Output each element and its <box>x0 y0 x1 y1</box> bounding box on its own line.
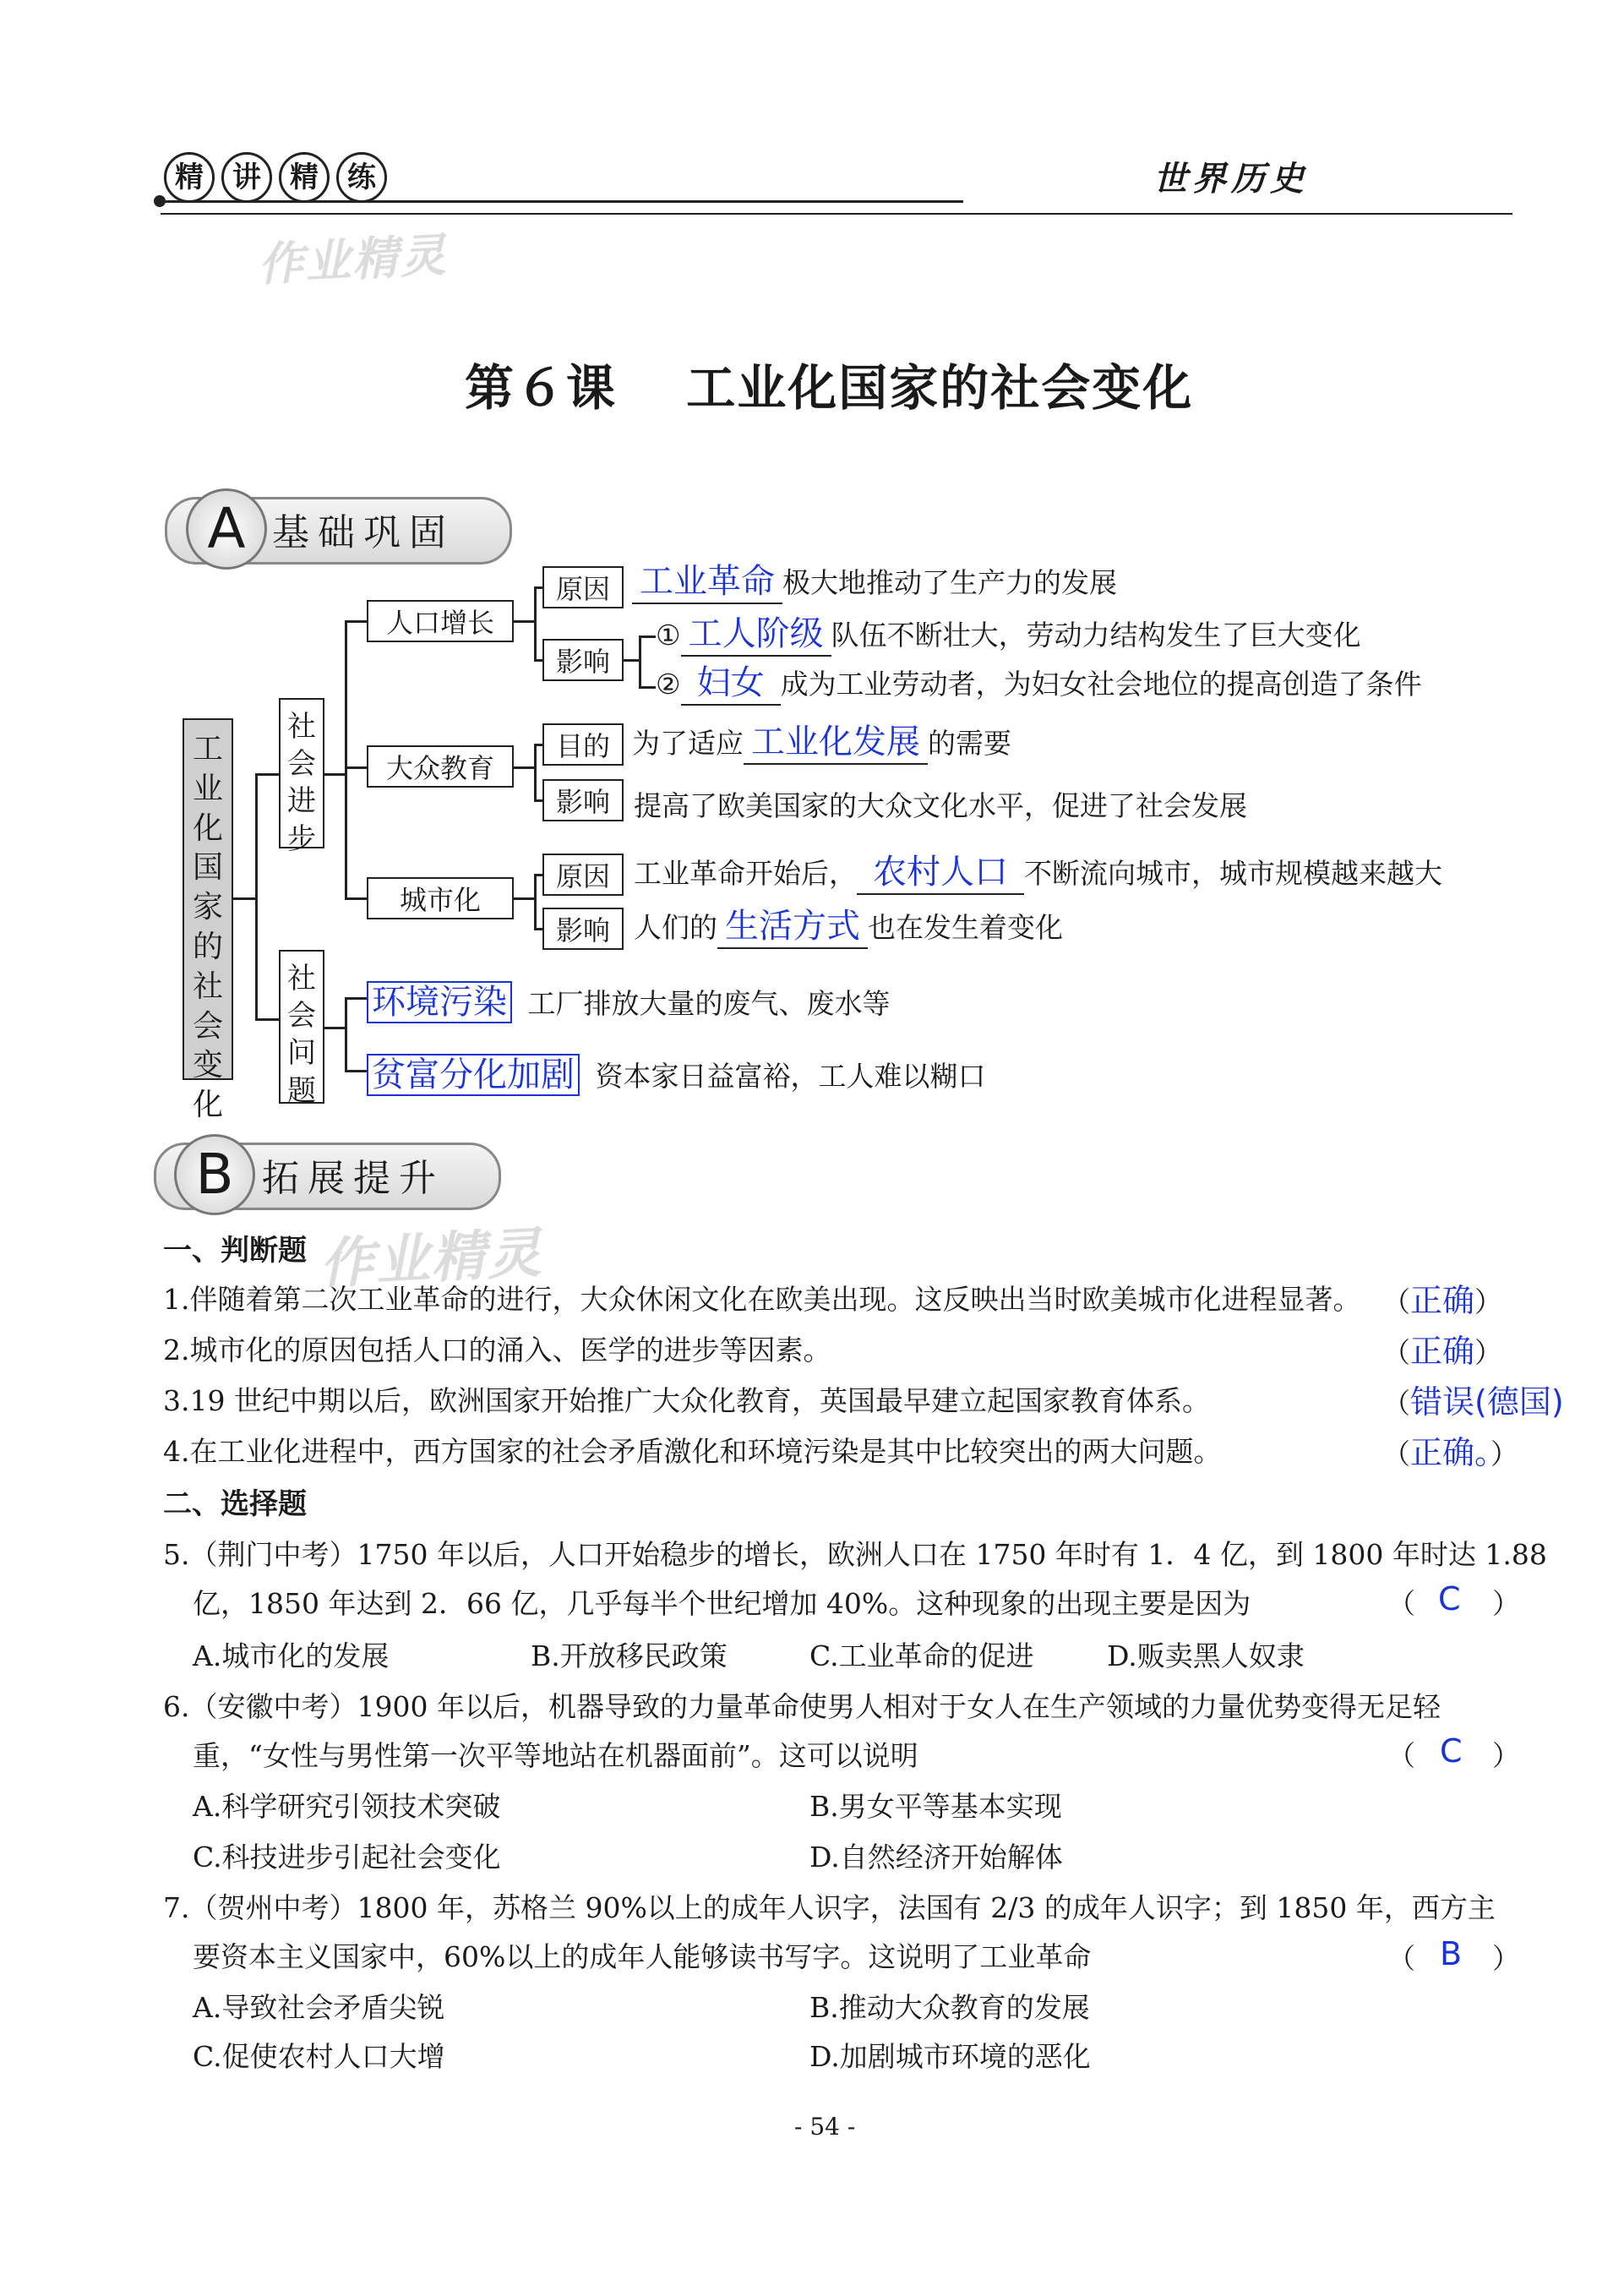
judgment-answer-3: 错误(德国) <box>1410 1383 1564 1421</box>
connector <box>345 997 347 1072</box>
section-b-letter: B <box>174 1134 255 1215</box>
q7-option-c: C.促使农村人口大增 <box>193 2040 445 2073</box>
connector <box>534 799 542 802</box>
q5-answer: C <box>1438 1580 1461 1617</box>
pop-cause-answer: 工业革命 <box>632 554 782 604</box>
q6-paren-close: ） <box>1492 1739 1520 1772</box>
choice-heading: 二、选择题 <box>163 1487 307 1521</box>
connector <box>534 874 537 930</box>
header-subject: 世界历史 <box>1153 159 1309 199</box>
q6-option-c: C.科技进步引起社会变化 <box>193 1841 501 1874</box>
brand-char-2: 讲 <box>221 152 272 203</box>
q6-paren-open: （ <box>1387 1739 1415 1772</box>
problem1-line <box>367 975 891 1023</box>
diagram-problems <box>279 950 324 1108</box>
pop-effect2-answer: 妇女 <box>681 656 781 706</box>
judgment-paren-3 <box>1382 1376 1564 1422</box>
judgment-answer-1: 正确 <box>1410 1282 1475 1319</box>
judgment-answer-4: 正确。 <box>1410 1434 1491 1471</box>
header-rule-left <box>161 200 963 203</box>
connector <box>534 659 542 662</box>
connector <box>345 620 347 897</box>
urban-effect-line <box>634 899 1063 949</box>
q7-line2: 要资本主义国家中，60%以上的成年人能够读书写字。这说明了工业革命 <box>193 1940 1092 1973</box>
q7-option-b: B.推动大众教育的发展 <box>809 1991 1090 2024</box>
diagram-root-label: 工业化国家的社会变化 <box>192 732 223 1123</box>
pop-effect2-text: 成为工业劳动者，为妇女社会地位的提高创造了条件 <box>780 668 1422 701</box>
watermark-mid: 作业精灵 <box>318 1222 545 1296</box>
connector <box>639 635 656 638</box>
connector <box>345 766 367 769</box>
section-a-letter: A <box>186 488 267 570</box>
connector <box>534 744 537 801</box>
q7-option-a: A.导致社会矛盾尖锐 <box>193 1991 445 2024</box>
pop-effect1-answer: 工人阶级 <box>681 607 831 657</box>
connector <box>514 620 536 623</box>
diagram-progress-label: 社会进步 <box>287 710 316 856</box>
connector <box>534 586 537 661</box>
urban-cause-prefix: 工业革命开始后， <box>634 857 857 890</box>
watermark-top: 作业精灵 <box>256 228 449 292</box>
urban-cause-line <box>634 845 1442 895</box>
page-number: - 54 - <box>794 2113 856 2141</box>
paren-close: ） <box>1490 1437 1519 1470</box>
problem1-answer: 环境污染 <box>367 981 512 1023</box>
edu-goal-box: 目的 <box>542 723 624 766</box>
q6-line2: 重，“女性与男性第一次平等地站在机器面前”。这可以说明 <box>193 1739 918 1772</box>
paren-open: （ <box>1382 1387 1410 1420</box>
connector <box>514 897 536 900</box>
judgment-answer-2: 正确 <box>1410 1333 1475 1370</box>
q5-line2: 亿，1850 年达到 2．66 亿，几乎每半个世纪增加 40%。这种现象的出现主要是因为 <box>193 1587 1251 1620</box>
q7-answer: B <box>1440 1935 1463 1972</box>
q6-option-b: B.男女平等基本实现 <box>809 1790 1062 1823</box>
connector <box>255 773 279 776</box>
q7-option-d: D.加剧城市环境的恶化 <box>809 2040 1091 2073</box>
urban-box: 城市化 <box>367 877 514 919</box>
q5-option-c: C.工业革命的促进 <box>809 1639 1034 1672</box>
connector <box>233 897 257 900</box>
q6-answer: C <box>1440 1732 1463 1770</box>
connector <box>624 659 640 662</box>
judgment-heading: 一、判断题 <box>163 1234 307 1268</box>
judgment-paren-4 <box>1382 1426 1518 1473</box>
pop-effect2-line <box>656 656 1422 706</box>
population-box: 人口增长 <box>367 600 514 642</box>
connector <box>345 897 367 900</box>
problem2-answer: 贫富分化加剧 <box>367 1054 580 1096</box>
pop-effect1-text: 队伍不断壮大，劳动力结构发生了巨大变化 <box>831 619 1361 652</box>
q7-paren-close: ） <box>1492 1942 1520 1975</box>
connector <box>324 1027 346 1029</box>
paren-close: ） <box>1474 1336 1503 1369</box>
q5-option-a: A.城市化的发展 <box>193 1639 390 1672</box>
judgment-item-3: 3.19 世纪中期以后，欧洲国家开始推广大众化教育，英国最早建立起国家教育体系。 <box>163 1384 1210 1417</box>
q7-paren-open: （ <box>1387 1942 1415 1975</box>
connector <box>534 928 542 930</box>
page-title: 第６课 工业化国家的社会变化 <box>465 359 1194 417</box>
problem2-text: 资本家日益富裕，工人难以糊口 <box>595 1060 986 1093</box>
urban-effect-prefix: 人们的 <box>634 911 717 944</box>
problem1-text: 工厂排放大量的废气、废水等 <box>527 987 891 1020</box>
q6-option-d: D.自然经济开始解体 <box>809 1841 1063 1874</box>
paren-open: （ <box>1382 1336 1410 1369</box>
judgment-item-4: 4.在工业化进程中，西方国家的社会矛盾激化和环境污染是其中比较突出的两大问题。 <box>163 1435 1222 1468</box>
q7-line1: 7.（贺州中考）1800 年，苏格兰 90%以上的成年人识字，法国有 2/3 的成年人识字；到 1850 年，西方主 <box>163 1891 1496 1924</box>
pop-cause-text: 极大地推动了生产力的发展 <box>782 566 1117 599</box>
q5-line1: 5.（荆门中考）1750 年以后，人口开始稳步的增长，欧洲人口在 1750 年时有 1．4 亿，到 1800 年时达 1.88 <box>163 1538 1547 1571</box>
urban-effect-suffix: 也在发生着变化 <box>868 911 1063 944</box>
judgment-paren-1 <box>1382 1274 1502 1321</box>
q6-option-a: A.科学研究引领技术突破 <box>193 1790 501 1823</box>
section-a-label: 基础巩固 <box>272 511 455 554</box>
pop-effect1-num: ① <box>656 619 681 652</box>
edu-goal-suffix: 的需要 <box>928 727 1011 760</box>
pop-effect1-line <box>656 607 1361 657</box>
urban-cause-box: 原因 <box>542 854 624 896</box>
diagram-progress <box>279 698 324 856</box>
judgment-item-1: 1.伴随着第二次工业革命的进行，大众休闲文化在欧美出现。这反映出当时欧美城市化进程显著。 <box>163 1283 1361 1316</box>
section-b-label: 拓展提升 <box>262 1157 444 1200</box>
edu-effect-text: 提高了欧美国家的大众文化水平，促进了社会发展 <box>634 789 1247 822</box>
connector <box>345 620 367 623</box>
urban-cause-suffix: 不断流向城市，城市规模越来越大 <box>1024 857 1442 890</box>
connector <box>255 773 258 1018</box>
pop-effect-box: 影响 <box>542 639 624 681</box>
connector <box>324 773 346 776</box>
brand-char-3: 精 <box>279 152 330 203</box>
paren-close: ） <box>1474 1285 1503 1318</box>
paren-open: （ <box>1382 1437 1410 1470</box>
urban-effect-box: 影响 <box>542 908 624 950</box>
q5-option-d: D.贩卖黑人奴隶 <box>1107 1639 1305 1672</box>
header-rule-right <box>161 213 1512 215</box>
connector <box>514 766 536 769</box>
connector <box>534 744 542 746</box>
diagram-root <box>183 718 233 1123</box>
edu-goal-prefix: 为了适应 <box>632 727 744 760</box>
pop-effect2-num: ② <box>656 668 681 701</box>
q5-paren-open: （ <box>1387 1587 1415 1620</box>
edu-goal-answer: 工业化发展 <box>744 715 928 765</box>
connector <box>534 874 542 876</box>
pop-cause-line <box>632 554 1117 604</box>
brand-logo <box>161 152 406 205</box>
edu-effect-box: 影响 <box>542 779 624 821</box>
judgment-paren-2 <box>1382 1325 1502 1372</box>
q6-line1: 6.（安徽中考）1900 年以后，机器导致的力量革命使男人相对于女人在生产领域的力量优势变得无足轻 <box>163 1690 1441 1723</box>
brand-char-1: 精 <box>164 152 215 203</box>
urban-cause-answer: 农村人口 <box>857 845 1024 895</box>
connector <box>255 1018 279 1021</box>
edu-goal-line <box>632 715 1011 765</box>
connector <box>345 997 367 1000</box>
diagram-problems-label: 社会问题 <box>287 962 316 1108</box>
judgment-item-2: 2.城市化的原因包括人口的涌入、医学的进步等因素。 <box>163 1334 831 1366</box>
connector <box>534 586 542 589</box>
urban-effect-answer: 生活方式 <box>717 899 868 949</box>
education-box: 大众教育 <box>367 745 514 788</box>
connector <box>639 686 656 689</box>
connector <box>639 635 641 688</box>
brand-char-4: 练 <box>336 152 387 203</box>
problem2-line <box>367 1048 986 1096</box>
q5-option-b: B.开放移民政策 <box>531 1639 728 1672</box>
connector <box>345 1070 367 1072</box>
q5-paren-close: ） <box>1492 1587 1520 1620</box>
paren-open: （ <box>1382 1285 1410 1318</box>
pop-cause-box: 原因 <box>542 566 624 608</box>
header-dot <box>154 195 166 207</box>
